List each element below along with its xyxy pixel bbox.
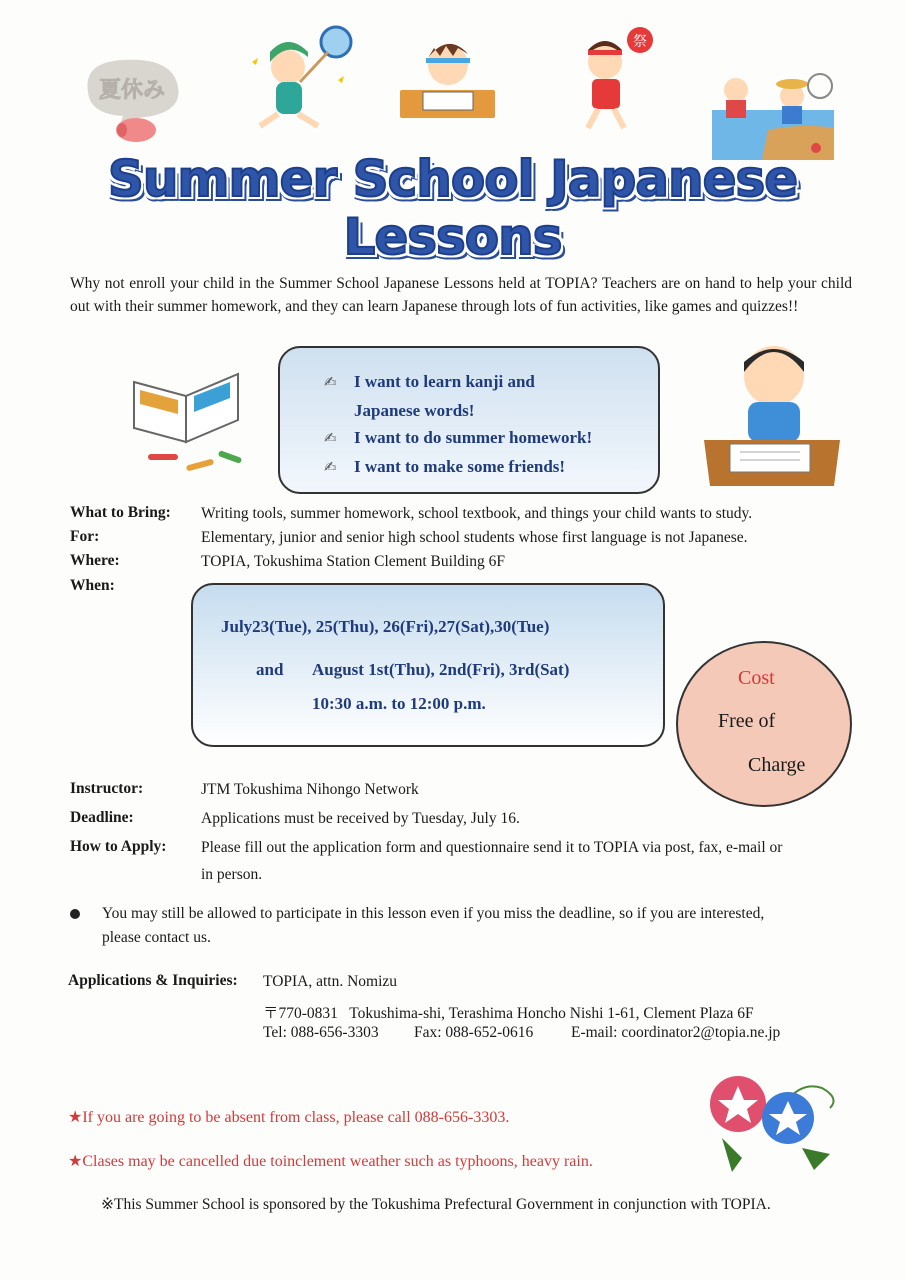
- pen-icon: ✍: [324, 429, 337, 447]
- cost-circle: [676, 641, 852, 807]
- for-value: Elementary, junior and senior high school students whose first language is not Japanese.: [201, 529, 748, 546]
- sponsor-note: ※This Summer School is sponsored by the Tokushima Prefectural Government in conjunction with TOPIA.: [101, 1196, 771, 1213]
- apply-value-line-2: in person.: [201, 866, 263, 883]
- july-dates: July23(Tue), 25(Thu), 26(Fri),27(Sat),30(Tue): [221, 617, 550, 636]
- apply-value-line-1: Please fill out the application form and questionnaire send it to TOPIA via post, fax, e-mail or: [201, 839, 783, 856]
- contact-address: 〒770-0831 Tokushima-shi, Terashima Honcho Nishi 1-61, Clement Plaza 6F: [263, 1005, 754, 1022]
- cost-free-of: Free of: [718, 710, 776, 732]
- pen-icon: ✍: [324, 373, 337, 391]
- girl-at-festival-icon: [570, 24, 660, 134]
- and-text: and: [256, 660, 284, 679]
- deadline-value: Applications must be received by Tuesday, July 16.: [201, 810, 520, 827]
- bullet-icon: [70, 909, 80, 919]
- absence-notice: ★If you are going to be absent from class, please call 088-656-3303.: [68, 1109, 510, 1126]
- cost-charge: Charge: [748, 754, 806, 776]
- note-line-1: You may still be allowed to participate in this lesson even if you miss the deadline, so if you are interested,: [102, 905, 765, 922]
- where-value: TOPIA, Tokushima Station Clement Building 6F: [201, 553, 506, 570]
- instructor-label: Instructor:: [70, 780, 144, 797]
- august-dates: August 1st(Thu), 2nd(Fri), 3rd(Sat): [312, 660, 570, 679]
- when-box: [191, 583, 665, 747]
- intro-paragraph: Why not enroll your child in the Summer School Japanese Lessons held at TOPIA? Teachers are on hand to help your child out with their summer homework, and they can learn Japanese through lots of fun activities, like games and quizzes!!: [70, 275, 852, 315]
- cost-label: Cost: [738, 667, 775, 689]
- wish-item: ✍ I want to do summer homework!: [324, 424, 592, 453]
- wishes-box: [278, 346, 660, 494]
- contact-fax: Fax: 088-652-0616: [414, 1024, 534, 1041]
- summer-vacation-bubble-icon: [78, 52, 188, 147]
- apply-label: How to Apply:: [70, 838, 167, 855]
- page-title: Summer School Japanese Lessons: [107, 150, 798, 266]
- contact-label: Applications & Inquiries:: [68, 972, 238, 989]
- time-range: 10:30 a.m. to 12:00 p.m.: [312, 694, 486, 713]
- contact-name: TOPIA, attn. Nomizu: [263, 973, 398, 990]
- wish-item-continued: Japanese words!: [354, 400, 475, 420]
- contact-tel: Tel: 088-656-3303: [263, 1024, 379, 1041]
- bring-value: Writing tools, summer homework, school textbook, and things your child wants to study.: [201, 505, 753, 522]
- bring-label: What to Bring:: [70, 504, 171, 521]
- svg-text:祭: 祭: [633, 34, 647, 50]
- when-label: When:: [70, 577, 115, 594]
- for-label: For:: [70, 528, 100, 545]
- open-book-icon: [126, 366, 251, 476]
- svg-text:夏休み: 夏休み: [98, 78, 166, 103]
- instructor-value: JTM Tokushima Nihongo Network: [201, 781, 419, 798]
- pen-icon: ✍: [324, 457, 337, 476]
- boy-writing-icon: [702, 340, 842, 488]
- morning-glory-icon: [702, 1068, 842, 1180]
- deadline-label: Deadline:: [70, 809, 134, 826]
- boy-studying-icon: [398, 30, 498, 125]
- where-label: Where:: [70, 552, 120, 569]
- wish-item: ✍ I want to learn kanji and: [324, 368, 592, 397]
- weather-notice: ★Clases may be cancelled due toinclement weather such as typhoons, heavy rain.: [68, 1153, 593, 1170]
- wish-item: ✍ I want to make some friends!: [324, 453, 592, 482]
- child-with-bug-net-icon: [238, 22, 358, 132]
- contact-email: E-mail: coordinator2@topia.ne.jp: [571, 1024, 781, 1041]
- note-line-2: please contact us.: [102, 929, 211, 946]
